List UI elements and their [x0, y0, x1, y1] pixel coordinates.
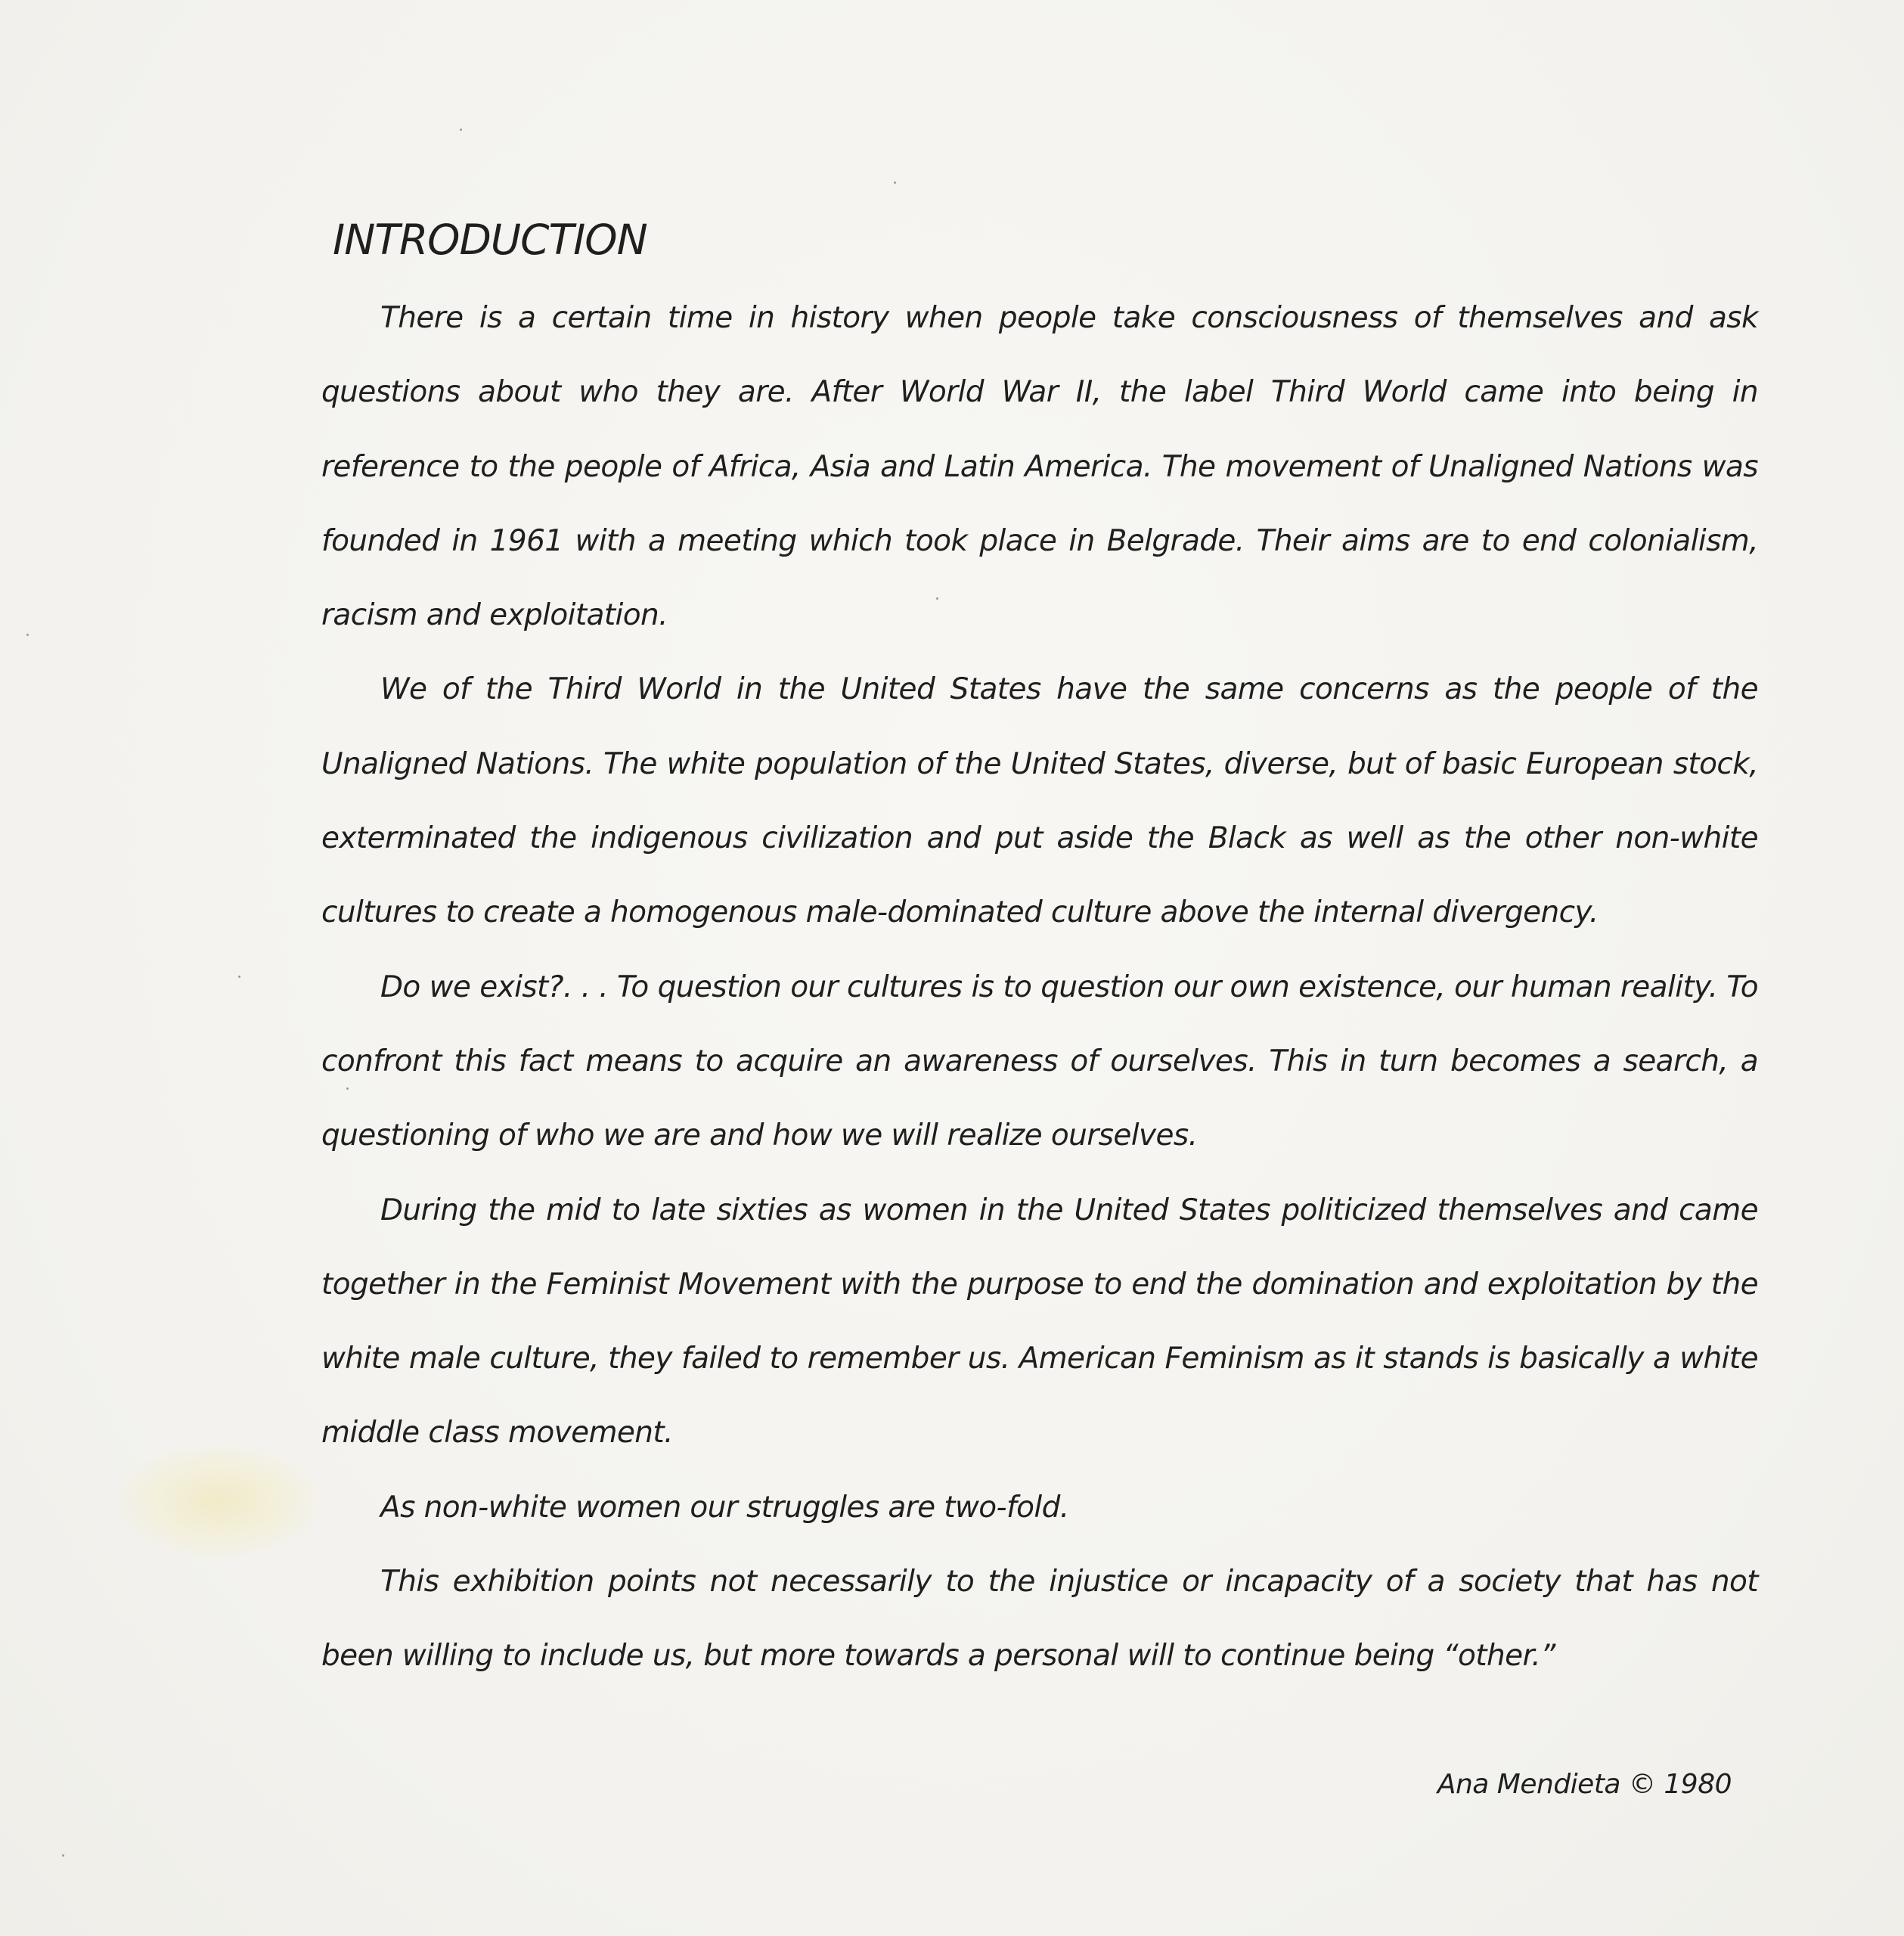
paragraph: As non-white women our struggles are two-fold.	[380, 1490, 1069, 1525]
author-signature: Ana Mendieta © 1980	[1437, 1769, 1732, 1800]
paper-speck	[26, 634, 29, 636]
paragraph: This exhibition points not necessarily to the injustice or incapacity of a society that has not been willing to include us, but more towards a personal will to continue being “other.”	[321, 1565, 1758, 1674]
paragraph: We of the Third World in the United States have the same concerns as the people of the Unaligned Nations. The white population of the United States, diverse, but of basic European stock, exterminated the indigenous civilization and put aside the Black as well as the other non-white cultures to create a homogenous male-dominated culture above the internal divergency.	[321, 672, 1758, 930]
paper-speck	[238, 976, 240, 978]
paper-speck	[894, 182, 896, 184]
page-title: INTRODUCTION	[333, 216, 647, 264]
paragraph: During the mid to late sixties as women in the United States politicized themselves and came together in the Feminist Movement with the purpose to end the domination and exploitation by the white male culture, they failed to remember us. American Feminism as it stands is basically a white middle class movement.	[321, 1193, 1758, 1450]
paragraph: There is a certain time in history when people take consciousness of themselves and ask questions about who they are. After World War II, the label Third World came into being in reference to the people of Africa, Asia and Latin America. The movement of Unaligned Nations was founded in 1961 with a meeting which took place in Belgrade. Their aims are to end colonialism, racism and exploitation.	[321, 301, 1758, 633]
paragraph: Do we exist?. . . To question our cultures is to question our own existence, our human reality. To confront this fact means to acquire an awareness of ourselves. This in turn becomes a search, a questioning of who we are and how we will realize ourselves.	[321, 970, 1758, 1153]
paper-speck	[460, 129, 462, 131]
introduction-text	[321, 213, 1758, 1694]
paper-stain	[117, 1444, 321, 1558]
paper-speck	[62, 1854, 64, 1857]
